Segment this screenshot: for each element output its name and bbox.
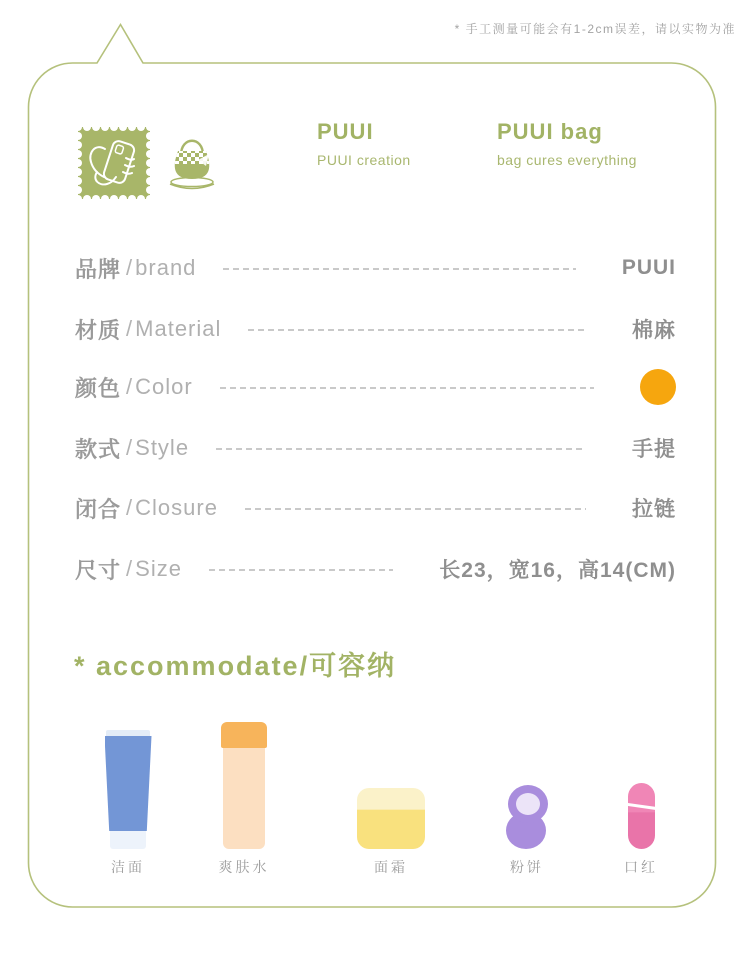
cleanser-tube-body	[105, 736, 152, 831]
spec-row-closure	[75, 490, 676, 526]
handbag-icon	[167, 129, 217, 200]
lipstick-icon	[628, 715, 655, 849]
lipstick-highlight	[628, 803, 655, 811]
cream-jar	[357, 788, 425, 849]
spec-separator: /	[126, 255, 133, 280]
spec-row-size	[75, 551, 676, 587]
item-label: 口红	[624, 859, 658, 875]
cleanser-tube-top	[106, 730, 150, 736]
spec-row-material	[75, 311, 676, 347]
item-label: 面霜	[374, 859, 408, 875]
spec-separator: /	[126, 316, 133, 341]
dashed-divider	[223, 268, 575, 270]
brand-name: PUUI	[317, 119, 374, 144]
dashed-divider	[220, 387, 594, 389]
dashed-divider	[216, 448, 586, 450]
cleanser-icon	[105, 715, 152, 849]
spec-row-brand	[75, 250, 676, 286]
brand-tagline: PUUI creation	[317, 152, 411, 168]
spec-separator: /	[126, 495, 133, 520]
spec-value-brand: PUUI	[621, 256, 676, 279]
powder-compact-icon	[506, 715, 548, 849]
spec-label-zh: 闭合	[75, 496, 122, 522]
spec-label-en: Style	[135, 435, 190, 460]
accommodate-items	[0, 715, 750, 885]
spec-separator: /	[126, 435, 133, 460]
toner-icon	[221, 715, 267, 849]
item-cleanser	[78, 715, 178, 877]
spec-label-zh: 品牌	[75, 256, 122, 282]
dashed-divider	[245, 508, 586, 510]
spec-label-zh: 材质	[75, 317, 122, 343]
series-tagline: bag cures everything	[497, 152, 637, 168]
item-powder-compact	[477, 715, 577, 877]
item-label: 洁面	[111, 859, 145, 875]
toner-body	[223, 748, 265, 849]
spec-value-size: 长23，宽16，高14(CM)	[439, 559, 676, 582]
spec-label-zh: 款式	[75, 436, 122, 462]
series-logo-block	[497, 119, 637, 168]
spec-label-en: Material	[135, 316, 222, 341]
item-face-cream	[341, 715, 441, 877]
spec-row-style	[75, 430, 676, 466]
accommodate-heading: * accommodate/可容纳	[74, 651, 397, 681]
spec-value-style: 手提	[632, 438, 676, 461]
item-toner	[194, 715, 294, 877]
color-swatch	[640, 369, 676, 405]
stamp-logo-icon	[78, 127, 150, 204]
spec-label-zh: 尺寸	[75, 557, 122, 583]
item-label: 粉饼	[510, 859, 544, 875]
spec-label-en: Color	[135, 374, 193, 399]
measurement-disclaimer: * 手工测量可能会有1-2cm误差，请以实物为准	[454, 22, 736, 36]
spec-label-en: brand	[135, 255, 197, 280]
spec-row-color	[75, 369, 676, 405]
toner-cap	[221, 722, 267, 748]
item-label: 爽肤水	[218, 859, 270, 875]
spec-value-material: 棉麻	[632, 319, 676, 342]
compact-mirror	[508, 785, 548, 823]
dashed-divider	[209, 569, 393, 571]
dashed-divider	[248, 329, 586, 331]
series-name: PUUI bag	[497, 119, 603, 144]
spec-separator: /	[126, 556, 133, 581]
face-cream-icon	[357, 715, 425, 849]
spec-label-en: Closure	[135, 495, 218, 520]
brand-logo-block	[317, 119, 411, 168]
item-lipstick	[591, 715, 691, 877]
spec-label-en: Size	[135, 556, 182, 581]
spec-separator: /	[126, 374, 133, 399]
cleanser-tube-cap	[110, 831, 146, 849]
spec-label-zh: 颜色	[75, 375, 122, 401]
spec-value-closure: 拉链	[632, 498, 676, 521]
